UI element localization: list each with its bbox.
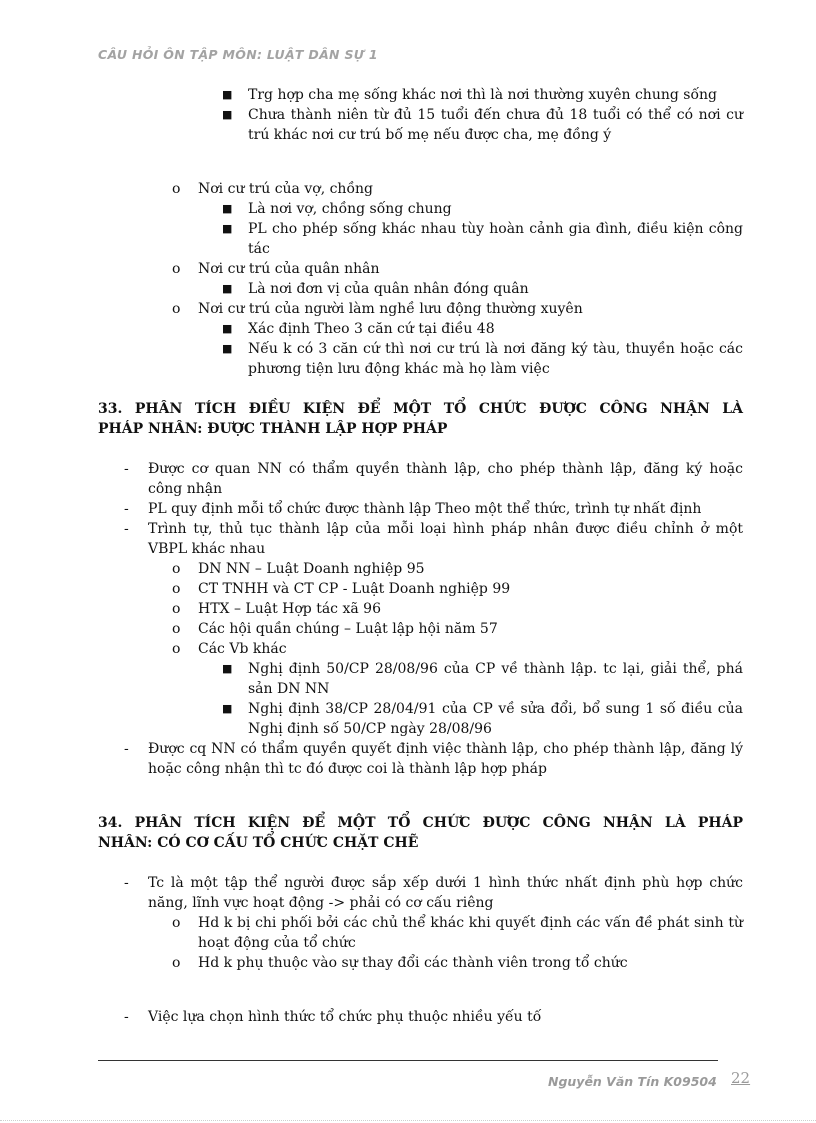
circle-bullet-icon: o — [172, 561, 181, 577]
list-item-continuation: phương tiện lưu động khác mà họ làm việc — [248, 361, 550, 377]
dash-bullet-icon: - — [124, 521, 129, 537]
footer-author: Nguyễn Văn Tín K09504 — [548, 1074, 717, 1089]
square-bullet-icon: ■ — [222, 108, 233, 121]
list-item-text: Xác định Theo 3 căn cứ tại điều 48 — [248, 321, 495, 337]
list-item — [98, 873, 743, 893]
page-edge-divider — [0, 1120, 816, 1121]
list-item — [98, 199, 743, 219]
list-item-text: DN NN – Luật Doanh nghiệp 95 — [198, 561, 425, 577]
list-item — [98, 639, 743, 659]
heading-line: PHÁP NHÂN: ĐƯỢC THÀNH LẬP HỢP PHÁP — [98, 421, 448, 437]
list-item — [98, 559, 743, 579]
list-item — [98, 579, 743, 599]
list-item-text: Hd k phụ thuộc vào sự thay đổi các thành viên trong tổ chức — [198, 955, 628, 971]
list-item-continuation: năng, lĩnh vực hoạt động -> phải có cơ cấu riêng — [148, 895, 494, 911]
circle-bullet-icon: o — [172, 301, 181, 317]
list-item — [98, 319, 743, 339]
list-item-continuation: VBPL khác nhau — [148, 541, 266, 557]
heading-line: 34. PHÂN TÍCH KIỆN ĐỂ MỘT TỔ CHỨC ĐƯỢC CÔNG NHẬN LÀ PHÁP — [98, 815, 743, 831]
list-item-text: Tc là một tập thể người được sắp xếp dưới 1 hình thức nhất định phù hợp chức — [148, 875, 743, 891]
list-item — [98, 85, 743, 105]
list-item-text: Chưa thành niên từ đủ 15 tuổi đến chưa đủ 18 tuổi có thể có nơi cư — [248, 107, 743, 123]
dash-bullet-icon: - — [124, 741, 129, 757]
section-heading-34 — [98, 813, 743, 853]
square-bullet-icon: ■ — [222, 322, 233, 335]
list-item — [98, 739, 743, 759]
square-bullet-icon: ■ — [222, 202, 233, 215]
list-item-text: Được cơ quan NN có thẩm quyền thành lập, cho phép thành lập, đăng ký hoặc — [148, 461, 743, 477]
list-item-text: Nơi cư trú của người làm nghề lưu động thường xuyên — [198, 301, 583, 317]
list-item-text: Việc lựa chọn hình thức tổ chức phụ thuộc nhiều yếu tố — [148, 1009, 542, 1025]
section-heading-33 — [98, 399, 743, 439]
list-item — [98, 519, 743, 539]
list-item — [98, 1007, 743, 1027]
list-item — [98, 299, 743, 319]
list-item-text: Là nơi vợ, chồng sống chung — [248, 201, 452, 217]
list-item-continuation: Nghị định số 50/CP ngày 28/08/96 — [248, 721, 492, 737]
list-item-text: Được cq NN có thẩm quyền quyết định việc thành lập, cho phép thành lập, đăng lý — [148, 741, 743, 757]
list-item-text: Nơi cư trú của quân nhân — [198, 261, 380, 277]
circle-bullet-icon: o — [172, 915, 181, 931]
square-bullet-icon: ■ — [222, 662, 233, 675]
list-item — [98, 599, 743, 619]
list-item-text: Trình tự, thủ tục thành lập của mỗi loại hình pháp nhân được điều chỉnh ở một — [148, 521, 743, 537]
list-item — [98, 699, 743, 719]
list-item — [98, 105, 743, 125]
circle-bullet-icon: o — [172, 621, 181, 637]
running-header: CÂU HỎI ÔN TẬP MÔN: LUẬT DÂN SỰ 1 — [98, 47, 378, 62]
footer-divider — [98, 1060, 718, 1061]
circle-bullet-icon: o — [172, 181, 181, 197]
list-item — [98, 913, 743, 933]
list-item-text: PL quy định mỗi tổ chức được thành lập Theo một thể thức, trình tự nhất định — [148, 501, 702, 517]
list-item — [98, 339, 743, 359]
list-item — [98, 499, 743, 519]
circle-bullet-icon: o — [172, 601, 181, 617]
circle-bullet-icon: o — [172, 955, 181, 971]
circle-bullet-icon: o — [172, 581, 181, 597]
list-item-text: Là nơi đơn vị của quân nhân đóng quân — [248, 281, 529, 297]
list-item-text: Nơi cư trú của vợ, chồng — [198, 181, 373, 197]
list-item-text: CT TNHH và CT CP - Luật Doanh nghiệp 99 — [198, 581, 511, 597]
list-item-text: PL cho phép sống khác nhau tùy hoàn cảnh gia đình, điều kiện công — [248, 221, 743, 237]
list-item-continuation: hoặc công nhận thì tc đó được coi là thành lập hợp pháp — [148, 761, 547, 777]
square-bullet-icon: ■ — [222, 702, 233, 715]
dash-bullet-icon: - — [124, 501, 129, 517]
list-item — [98, 619, 743, 639]
list-item — [98, 659, 743, 679]
dash-bullet-icon: - — [124, 1009, 129, 1025]
list-item-text: Nghị định 38/CP 28/04/91 của CP về sửa đổi, bổ sung 1 số điều của — [248, 701, 743, 717]
list-item — [98, 953, 743, 973]
heading-line: NHÂN: CÓ CƠ CẤU TỔ CHỨC CHẶT CHẼ — [98, 835, 419, 851]
heading-line: 33. PHÂN TÍCH ĐIỀU KIỆN ĐỂ MỘT TỔ CHỨC ĐƯỢC CÔNG NHẬN LÀ — [98, 401, 743, 417]
list-item-continuation: tác — [248, 241, 270, 257]
circle-bullet-icon: o — [172, 261, 181, 277]
dash-bullet-icon: - — [124, 461, 129, 477]
list-item-text: Nghị định 50/CP 28/08/96 của CP về thành lập. tc lại, giải thể, phá — [248, 661, 743, 677]
list-item-continuation: công nhận — [148, 481, 223, 497]
list-item-continuation: sản DN NN — [248, 681, 330, 697]
list-item-text: Trg hợp cha mẹ sống khác nơi thì là nơi thường xuyên chung sống — [248, 87, 717, 103]
square-bullet-icon: ■ — [222, 282, 233, 295]
list-item — [98, 279, 743, 299]
list-item-text: Nếu k có 3 căn cứ thì nơi cư trú là nơi đăng ký tàu, thuyền hoặc các — [248, 341, 743, 357]
list-item-text: HTX – Luật Hợp tác xã 96 — [198, 601, 381, 617]
list-item-continuation: hoạt động của tổ chức — [198, 935, 356, 951]
list-item-text: Hd k bị chi phối bởi các chủ thể khác khi quyết định các vấn đề phát sinh từ — [198, 915, 743, 931]
list-item — [98, 219, 743, 239]
list-item — [98, 179, 743, 199]
square-bullet-icon: ■ — [222, 342, 233, 355]
list-item-text: Các hội quần chúng – Luật lập hội năm 57 — [198, 621, 498, 637]
list-item — [98, 259, 743, 279]
list-item-continuation: trú khác nơi cư trú bố mẹ nếu được cha, mẹ đồng ý — [248, 127, 612, 143]
dash-bullet-icon: - — [124, 875, 129, 891]
list-item — [98, 459, 743, 479]
circle-bullet-icon: o — [172, 641, 181, 657]
page-number: 22 — [731, 1069, 751, 1087]
square-bullet-icon: ■ — [222, 222, 233, 235]
page-content — [98, 85, 743, 1027]
list-item-text: Các Vb khác — [198, 641, 287, 657]
square-bullet-icon: ■ — [222, 88, 233, 101]
